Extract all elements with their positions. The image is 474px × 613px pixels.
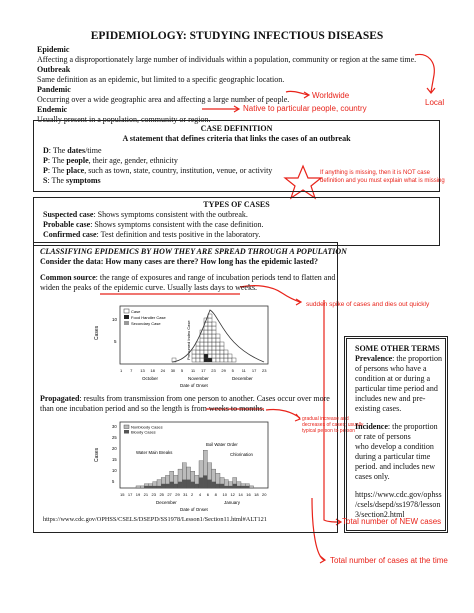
chart2-ytick: 20 — [112, 446, 117, 451]
classify-question: Consider the data: How many cases are there? How long has the epidemic lasted? — [40, 257, 318, 266]
case-def-title: CASE DEFINITION — [200, 124, 273, 133]
svg-text:Nonbloody Cases: Nonbloody Cases — [131, 424, 163, 430]
chart2-bar-bloody — [144, 486, 148, 488]
chart2-xtick: 27 — [167, 492, 172, 497]
chart1-xlabel: Date of Onset — [180, 383, 208, 388]
other-terms-box — [344, 336, 448, 533]
propagated-text-2: than one incubation period and so the length is from weeks to months. — [40, 404, 265, 413]
chart1-case-cell — [220, 354, 224, 358]
chart1-case-cell — [224, 358, 228, 362]
chart1-case-cell — [196, 342, 200, 346]
def-text: Affecting a disproportionately large number of individuals within a population, community or region at the same time. — [37, 55, 417, 64]
chart2-bar-bloody — [153, 486, 157, 488]
def-term: Epidemic — [37, 45, 70, 54]
svg-text:Secondary Case: Secondary Case — [131, 321, 161, 326]
chart1-case-cell — [228, 354, 232, 358]
chart1-ylabel: Cases — [94, 325, 100, 340]
types-title: TYPES OF CASES — [203, 200, 270, 209]
def-text: Same definition as an epidemic, but limited to a specific geographic location. — [37, 75, 285, 84]
page-title: EPIDEMIOLOGY: STUDYING INFECTIOUS DISEASES — [90, 30, 384, 42]
chart2-bar — [136, 486, 140, 488]
chart1-case-cell — [212, 334, 216, 338]
chart2-bar-bloody — [237, 486, 241, 488]
svg-text:Case: Case — [131, 309, 141, 314]
type-item: Confirmed case: Test definition and tests positive in the laboratory. — [43, 230, 261, 239]
chart1-xtick: 1 — [120, 368, 123, 373]
chart2-legend — [124, 425, 163, 435]
svg-text:Bloody Cases: Bloody Cases — [131, 429, 156, 435]
chart2-bar-bloody — [161, 484, 165, 488]
chart1-case-cell — [204, 342, 208, 346]
chart1-case-cell — [200, 354, 204, 358]
case-def-item: S: The symptoms — [43, 176, 101, 185]
chart1-xtick: 11 — [191, 368, 196, 373]
chart2-ytick: 30 — [112, 424, 117, 429]
chart1-case-cell — [208, 342, 212, 346]
chart1-case-cell — [196, 350, 200, 354]
chart2-xtick: 6 — [206, 492, 210, 497]
chart2-xtick: 31 — [183, 492, 188, 497]
chart2-bar-bloody — [186, 480, 190, 488]
chart1-case-cell — [212, 330, 216, 334]
chart1-case-cell — [200, 358, 204, 362]
chart2-ytick: 15 — [112, 457, 117, 462]
type-item: Suspected case: Shows symptoms consistent with the outbreak. — [43, 210, 248, 219]
svg-text:Food Handler Case: Food Handler Case — [131, 315, 166, 320]
chart1-case-cell — [216, 334, 220, 338]
def-term: Endemic — [37, 105, 68, 114]
chart1-xtick: 11 — [241, 368, 246, 373]
type-item: Probable case: Shows symptoms consistent with the case definition. — [43, 220, 264, 229]
chart1-case-cell — [208, 330, 212, 334]
chart1-case-cell — [224, 354, 228, 358]
chart1-case-cell — [220, 350, 224, 354]
prevalence-def: Prevalence: the proportion of persons who have a condition at or during a particular time period and includes new and pre- existing cases. — [355, 354, 442, 413]
chart2-bar-bloody — [245, 486, 249, 488]
chart2-bar — [249, 486, 253, 488]
chart2-bar-bloody — [207, 480, 211, 488]
chart2-xtick: 17 — [127, 492, 133, 497]
chart2-bar-bloody — [178, 482, 182, 488]
chart2-ytick: 10 — [112, 468, 117, 473]
chart2-bar-bloody — [174, 484, 178, 488]
chart1-case-cell — [200, 334, 204, 338]
chart2-xtick: 19 — [135, 492, 141, 497]
chart2-bar-bloody — [233, 484, 237, 488]
chart2-bar-bloody — [199, 478, 203, 489]
chart1-case-cell — [232, 358, 236, 362]
def-term: Pandemic — [37, 85, 71, 94]
chart2-xtick: 2 — [191, 492, 194, 497]
chart1-xtick: 23 — [211, 368, 216, 373]
chart1-case-cell — [224, 350, 228, 354]
chart1-case-cell — [204, 358, 208, 362]
chart2-ylabel: Cases — [94, 447, 100, 462]
chart1-case-cell — [208, 318, 212, 322]
chart1-xtick: 13 — [140, 368, 145, 373]
chart1-case-cell — [200, 350, 204, 354]
chart2-bar-bloody — [212, 482, 216, 488]
chart2-xtick: 23 — [151, 492, 157, 497]
chart2-bar-bloody — [157, 486, 161, 488]
annotation-missing: If anything is missing, then it is NOT case definition and you must explain what is missing — [320, 170, 445, 184]
chart1-xtick: 24 — [160, 368, 166, 373]
chart1-case-cell — [216, 358, 220, 362]
classify-title: CLASSIFYING EPIDEMICS BY HOW THEY ARE SPREAD THROUGH A POPULATION — [40, 247, 347, 256]
def-text: Occurring over a wide geographic area and affecting a large number of people. — [37, 95, 290, 104]
other-title: SOME OTHER TERMS — [355, 344, 440, 353]
chart1-case-cell — [220, 358, 224, 362]
chart2-month: January — [224, 500, 241, 505]
chart1-case-cell — [208, 346, 212, 350]
chart1-case-cell — [212, 354, 216, 358]
chart1-case-cell — [208, 358, 212, 362]
chart2-annot: Chlorination — [230, 452, 253, 457]
chart1-xtick: 30 — [170, 368, 176, 373]
chart1-case-cell — [208, 334, 212, 338]
chart2-xtick: 15 — [120, 492, 125, 497]
annotation-worldwide: Worldwide — [312, 91, 350, 100]
chart2-xtick: 4 — [198, 492, 202, 497]
chart1-case-cell — [204, 326, 208, 330]
chart1-case-cell — [204, 330, 208, 334]
chart2-bar-bloody — [203, 475, 207, 488]
chart1-case-cell — [212, 350, 216, 354]
chart1-case-cell — [204, 350, 208, 354]
chart1-xtick: 5 — [180, 368, 184, 373]
chart2-bar-bloody — [216, 484, 220, 488]
chart1-case-cell — [208, 322, 212, 326]
chart1-xtick: 17 — [251, 368, 257, 373]
chart1-case-cell — [196, 354, 200, 358]
chart2-ytick: 5 — [112, 479, 115, 484]
chart1-ytick: 5 — [114, 339, 117, 344]
chart1-xtick: 29 — [221, 368, 226, 373]
types-of-cases-box — [33, 197, 440, 246]
propagated-chart — [92, 416, 278, 512]
chart2-bar-bloody — [224, 486, 228, 488]
other-url[interactable]: https://www.cdc.gov/ophss /csels/dsepd/ss1978/lesson 3/section2.html — [355, 490, 442, 519]
chart1-xtick: 23 — [262, 368, 267, 373]
chart2-xtick: 20 — [262, 492, 267, 497]
chart1-case-cell — [220, 346, 224, 350]
chart1-case-cell — [208, 338, 212, 342]
chart2-month: December — [156, 500, 177, 505]
chart1-case-cell — [196, 346, 200, 350]
chart1-case-cell — [228, 358, 232, 362]
chart2-xtick: 14 — [238, 492, 243, 497]
propagated-text: Propagated: results from transmission from one person to another. Cases occur over more — [40, 394, 330, 403]
chart1-month: December — [232, 376, 253, 381]
chart1-xtick: 5 — [231, 368, 234, 373]
chart2-annot: Water Main Breaks — [136, 450, 173, 455]
annotation-sudden: sudden spike of cases and dies out quickly — [306, 301, 430, 308]
chart2-bar-bloody — [220, 484, 224, 488]
chart1-case-cell — [200, 346, 204, 350]
source-url[interactable]: https://www.cdc.gov/OPHSS/CSELS/DSEPD/SS1978/Lesson1/Section11.html#ALT121 — [43, 516, 267, 523]
case-def-subtitle: A statement that defines criteria that links the cases of an outbreak — [122, 134, 351, 143]
chart2-bar-bloody — [182, 480, 186, 488]
chart2-bar-bloody — [195, 484, 199, 488]
chart1-annot: Presumed Index Case — [186, 320, 191, 360]
arrow-local — [415, 54, 434, 92]
chart2-xtick: 21 — [143, 492, 149, 497]
chart1-case-cell — [208, 350, 212, 354]
chart1-case-cell — [196, 358, 200, 362]
chart1-month: October — [142, 376, 159, 381]
def-text: Usually present in a population, community or region. — [37, 115, 211, 124]
chart1-case-cell — [212, 338, 216, 342]
common-source-text-2: widen the peaks of the epidemic curve. Usually lasts days to weeks. — [40, 283, 258, 292]
chart2-bar-bloody — [191, 482, 195, 488]
chart2-xtick: 16 — [246, 492, 251, 497]
chart1-case-cell — [204, 354, 208, 358]
chart2-annot: Boil Water Order — [206, 442, 238, 447]
chart1-case-cell — [212, 346, 216, 350]
chart1-case-cell — [212, 322, 216, 326]
chart1-case-cell — [192, 350, 196, 354]
chart1-case-cell — [204, 338, 208, 342]
chart1-case-cell — [208, 326, 212, 330]
chart1-case-cell — [212, 342, 216, 346]
chart1-legend — [124, 309, 166, 326]
def-term: Outbreak — [37, 65, 71, 74]
chart1-case-cell — [200, 342, 204, 346]
chart2-xtick: 18 — [254, 492, 259, 497]
chart2-bar-bloody — [165, 484, 169, 488]
chart1-case-cell — [216, 354, 220, 358]
chart1-case-cell — [192, 354, 196, 358]
chart1-case-cell — [204, 346, 208, 350]
chart1-xtick: 18 — [150, 368, 155, 373]
chart1-case-cell — [212, 326, 216, 330]
annotation-gradual: gradual increase and decreases of cases; usually typical person to person — [302, 416, 364, 434]
chart1-case-cell — [204, 334, 208, 338]
chart1-case-cell — [216, 346, 220, 350]
annotation-native: Native to particular people, country — [243, 104, 367, 113]
chart2-bar-bloody — [170, 482, 174, 488]
case-def-item: P: The place, such as town, state, country, institution, venue, or activity — [43, 166, 273, 175]
chart1-xtick: 17 — [201, 368, 206, 373]
chart2-bar-bloody — [241, 486, 245, 488]
chart1-case-cell — [216, 342, 220, 346]
chart1-case-cell — [200, 338, 204, 342]
chart1-case-cell — [216, 338, 220, 342]
chart2-xtick: 8 — [214, 492, 217, 497]
chart2-xtick: 29 — [175, 492, 180, 497]
chart2-xlabel: Date of Onset — [180, 507, 208, 512]
chart1-case-cell — [220, 342, 224, 346]
chart2-bar-bloody — [149, 486, 153, 488]
chart1-xtick: 7 — [130, 368, 133, 373]
annotation-at-time: Total number of cases at the time — [330, 556, 448, 565]
chart2-bar-bloody — [228, 486, 232, 488]
chart1-case-cell — [216, 350, 220, 354]
incidence-def: Incidence: the proportion or rate of persons who develop a condition during a particular time period. and includes new cases only. — [355, 422, 438, 481]
chart1-ytick: 10 — [112, 317, 118, 322]
annotation-local: Local — [425, 98, 445, 107]
annotation-new-cases: Total number of NEW cases — [342, 517, 442, 526]
chart1-case-cell — [212, 358, 216, 362]
case-def-item: P: The people, their age, gender, ethnicity — [43, 156, 178, 165]
chart2-ytick: 25 — [112, 435, 117, 440]
chart2-xtick: 25 — [159, 492, 164, 497]
chart1-case-cell — [192, 358, 196, 362]
common-source-text: Common source: the range of exposures and range of incubation periods tend to flatten and — [40, 273, 336, 282]
chart1-case-cell — [208, 354, 212, 358]
chart2-bar — [140, 486, 144, 488]
common-source-chart — [92, 296, 278, 390]
chart2-xtick: 10 — [222, 492, 228, 497]
case-def-item: D: The dates/time — [43, 146, 102, 155]
chart2-xtick: 12 — [230, 492, 235, 497]
chart1-month: November — [188, 376, 209, 381]
